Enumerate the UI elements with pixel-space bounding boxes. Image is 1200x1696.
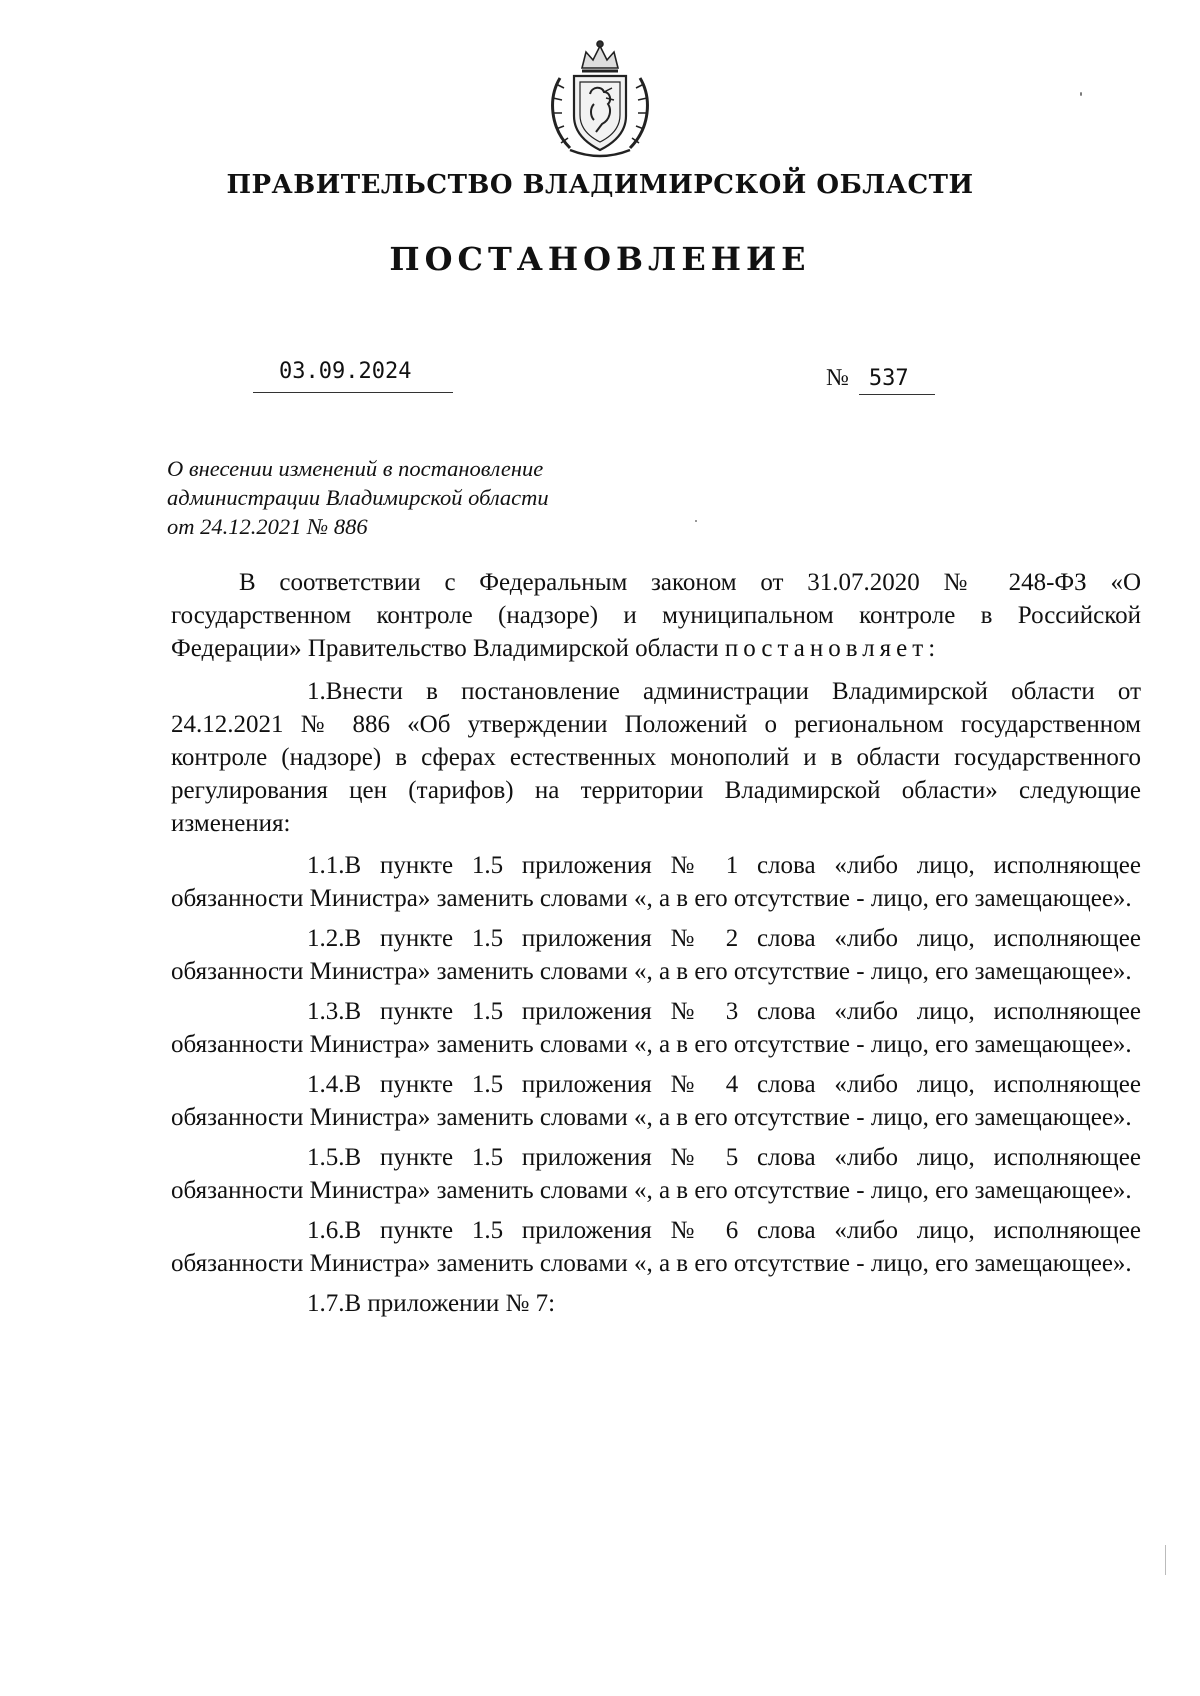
clause-text: В пункте 1.5 приложения № 3 слова «либо лицо, исполняющее обязанности Министра» заменить словами «, а в его отсутствие - лицо, его замещающее».	[171, 998, 1141, 1058]
clause-text: В пункте 1.5 приложения № 5 слова «либо лицо, исполняющее обязанности Министра» заменить словами «, а в его отсутствие - лицо, его замещающее».	[171, 1144, 1141, 1204]
clause-text: В пункте 1.5 приложения № 1 слова «либо лицо, исполняющее обязанности Министра» заменить словами «, а в его отсутствие - лицо, его замещающее».	[171, 852, 1141, 912]
document-date: 03.09.2024	[253, 355, 453, 393]
item-paragraph	[171, 675, 1141, 840]
coat-of-arms-icon	[540, 38, 660, 162]
clause-text: В пункте 1.5 приложения № 6 слова «либо лицо, исполняющее обязанности Министра» заменить словами «, а в его отсутствие - лицо, его замещающее».	[171, 1217, 1141, 1277]
document-subject	[167, 454, 617, 541]
item-text: Внести в постановление администрации Владимирской области от 24.12.2021 № 886 «Об утверждении Положений о региональном государственном контроле (надзоре) в сферах естественных монополий и в области государственного регулирования цен (тарифов) на территории Владимирской области» следующие изменения:	[171, 678, 1141, 837]
preamble-text: В соответствии с Федеральным законом от 31.07.2020 № 248-ФЗ «О государственном контроле (надзоре) и муниципальном контроле в Российской Федерации» Правительство Владимирской области	[171, 569, 1141, 662]
clause-text: В пункте 1.5 приложения № 2 слова «либо лицо, исполняющее обязанности Министра» заменить словами «, а в его отсутствие - лицо, его замещающее».	[171, 925, 1141, 985]
clause-paragraph	[171, 1214, 1141, 1280]
subject-line: от 24.12.2021 № 886	[167, 514, 368, 539]
item-number: 1.	[307, 678, 326, 705]
clause-number: 1.6.	[307, 1217, 345, 1244]
subject-line: О внесении изменений в постановление	[167, 456, 544, 481]
document-body	[171, 566, 1141, 1327]
clause-number: 1.1.	[307, 852, 345, 879]
clause-paragraph	[171, 849, 1141, 915]
clause-text: В пункте 1.5 приложения № 4 слова «либо лицо, исполняющее обязанности Министра» заменить словами «, а в его отсутствие - лицо, его замещающее».	[171, 1071, 1141, 1131]
scan-speck	[695, 520, 697, 522]
document-number	[826, 363, 935, 395]
clause-number: 1.2.	[307, 925, 345, 952]
number-value: 537	[859, 364, 935, 395]
subject-line: администрации Владимирской области	[167, 485, 549, 510]
clause-number: 1.3.	[307, 998, 345, 1025]
clause-number: 1.7.	[307, 1290, 345, 1317]
clause-paragraph	[171, 1141, 1141, 1207]
document-type-title: ПОСТАНОВЛЕНИЕ	[389, 240, 811, 278]
clause-paragraph	[171, 922, 1141, 988]
clause-paragraph	[171, 1068, 1141, 1134]
clause-number: 1.4.	[307, 1071, 345, 1098]
clause-number: 1.5.	[307, 1144, 345, 1171]
number-sign: №	[826, 365, 849, 391]
government-title: ПРАВИТЕЛЬСТВО ВЛАДИМИРСКОЙ ОБЛАСТИ	[226, 170, 974, 200]
preamble-verb: постановляет:	[724, 635, 941, 662]
preamble-paragraph	[171, 566, 1141, 665]
clause-paragraph	[171, 1287, 1141, 1320]
scan-speck	[1080, 92, 1082, 96]
clause-text: В приложении № 7:	[344, 1290, 556, 1317]
scan-speck	[1165, 1545, 1166, 1575]
clause-paragraph	[171, 995, 1141, 1061]
